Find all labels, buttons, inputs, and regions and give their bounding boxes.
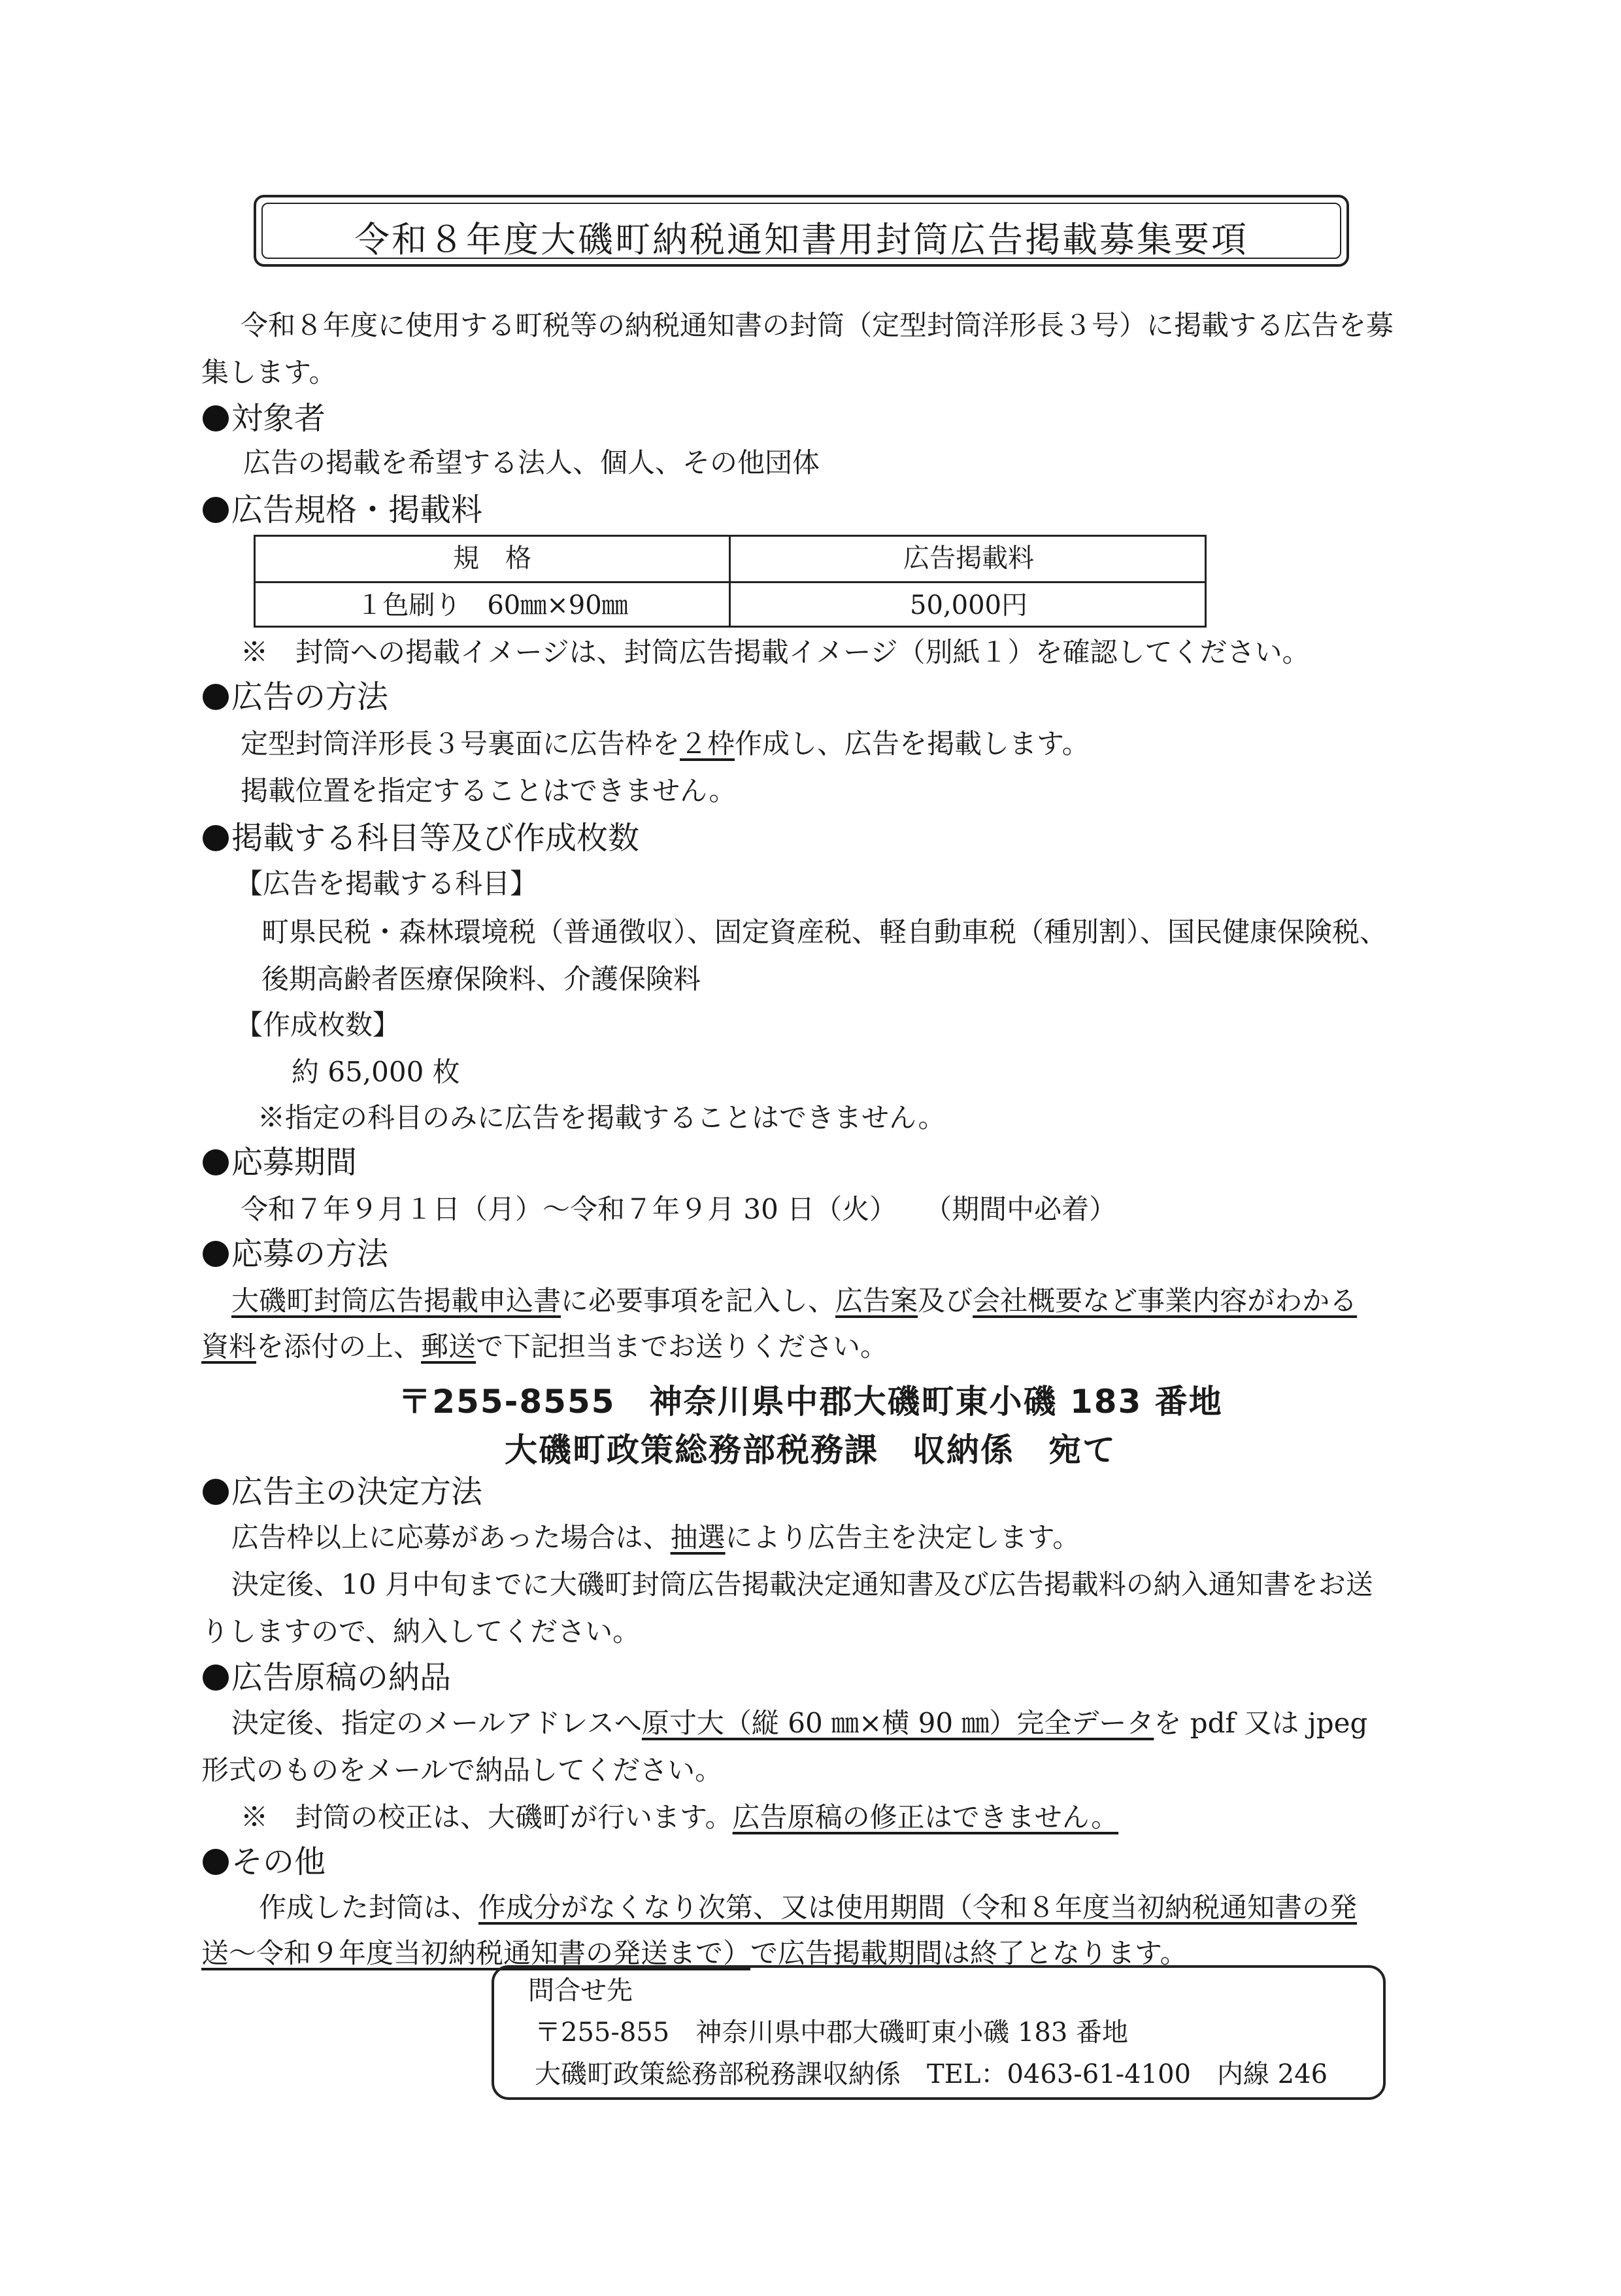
section-heading-decision: 広告主の決定方法: [203, 1472, 482, 1511]
spec-note: ※ 封筒への掲載イメージは、封筒広告掲載イメージ（別紙１）を確認してください。: [241, 636, 1310, 668]
decision-line-2: 決定後、10 月中旬までに大磯町封筒広告掲載決定通知書及び広告掲載料の納入通知書をお送: [231, 1568, 1373, 1600]
intro-line-1: 令和８年度に使用する町税等の納税通知書の封筒（定型封筒洋形長３号）に掲載する広告を募: [241, 309, 1394, 341]
method-line-1: 定型封筒洋形長３号裏面に広告枠を２枠作成し、広告を掲載します。: [241, 728, 1090, 760]
decision-line-1: 広告枠以上に応募があった場合は、抽選により広告主を決定します。: [231, 1521, 1080, 1553]
contact-office: 大磯町政策総務部税務課収納係 TEL：0463-61-4100 内線 246: [535, 2059, 1328, 2089]
section-heading-spec: 広告規格・掲載料: [203, 490, 482, 530]
delivery-line-3: ※ 封筒の校正は、大磯町が行います。広告原稿の修正はできません。: [241, 1801, 1119, 1833]
delivery-line-1: 決定後、指定のメールアドレスへ原寸大（縦 60 ㎜×横 90 ㎜）完全データを pdf 又は jpeg: [231, 1707, 1368, 1739]
contact-address: 〒255-855 神奈川県中郡大磯町東小磯 183 番地: [535, 2017, 1128, 2048]
apply-line-2: 資料を添付の上、郵送で下記担当までお送りください。: [201, 1330, 888, 1362]
title-frame: [254, 195, 1349, 267]
fee-table: [254, 535, 1207, 628]
bullet-icon: [203, 684, 229, 710]
section-heading-delivery: 広告原稿の納品: [203, 1658, 451, 1697]
document-title: 令和８年度大磯町納税通知書用封筒広告掲載募集要項: [354, 219, 1248, 260]
subjects-subheading: 【広告を掲載する科目】: [235, 868, 538, 900]
section-heading-period: 応募期間: [203, 1143, 357, 1182]
subjects-note: ※指定の科目のみに広告を掲載することはできません。: [258, 1102, 946, 1134]
bullet-icon: [203, 1479, 229, 1505]
mailing-recipient: 大磯町政策総務部税務課 収納係 宛て: [505, 1431, 1116, 1469]
contact-box: [492, 1965, 1386, 2100]
count-value: 約 65,000 枚: [292, 1056, 460, 1088]
bullet-icon: [203, 1149, 229, 1175]
target-text: 広告の掲載を希望する法人、個人、その他団体: [243, 447, 820, 479]
table-divider: [256, 581, 1205, 583]
subjects-list-2: 後期高齢者医療保険料、介護保険料: [261, 963, 701, 995]
other-line-1: 作成した封筒は、作成分がなくなり次第、又は使用期間（令和８年度当初納税通知書の発: [259, 1891, 1358, 1923]
apply-line-1: 大磯町封筒広告掲載申込書に必要事項を記入し、広告案及び会社概要など事業内容がわかる: [231, 1285, 1358, 1317]
intro-line-2: 集します。: [201, 356, 337, 388]
section-heading-apply: 応募の方法: [203, 1234, 388, 1274]
other-line-2: 送～令和９年度当初納税通知書の発送まで）で広告掲載期間は終了となります。: [201, 1937, 1188, 1969]
section-heading-method: 広告の方法: [203, 677, 388, 717]
section-heading-subjects: 掲載する科目等及び作成枚数: [203, 819, 639, 858]
period-text: 令和７年９月１日（月）～令和７年９月 30 日（火） （期間中必着）: [241, 1193, 1117, 1225]
bullet-icon: [203, 405, 229, 431]
table-cell-fee: 50,000円: [910, 590, 1028, 620]
bullet-icon: [203, 497, 229, 523]
table-header-spec: 規 格: [453, 543, 531, 573]
delivery-line-2: 形式のものをメールで納品してください。: [201, 1754, 723, 1786]
count-subheading: 【作成枚数】: [235, 1009, 401, 1041]
mailing-address: 〒255-8555 神奈川県中郡大磯町東小磯 183 番地: [398, 1383, 1223, 1421]
subjects-list-1: 町県民税・森林環境税（普通徴収）、固定資産税、軽自動車税（種別割）、国民健康保険税、: [261, 916, 1388, 948]
bullet-icon: [203, 825, 229, 851]
section-heading-other: その他: [203, 1842, 326, 1882]
method-line-2: 掲載位置を指定することはできません。: [241, 775, 737, 807]
bullet-icon: [203, 1664, 229, 1691]
contact-title: 問合せ先: [528, 1976, 633, 2006]
table-cell-spec: １色刷り 60㎜×90㎜: [356, 590, 628, 620]
bullet-icon: [203, 1241, 229, 1267]
bullet-icon: [203, 1849, 229, 1875]
table-header-fee: 広告掲載料: [903, 543, 1034, 573]
decision-line-3: りしますので、納入してください。: [201, 1615, 641, 1647]
section-heading-target: 対象者: [203, 399, 326, 438]
